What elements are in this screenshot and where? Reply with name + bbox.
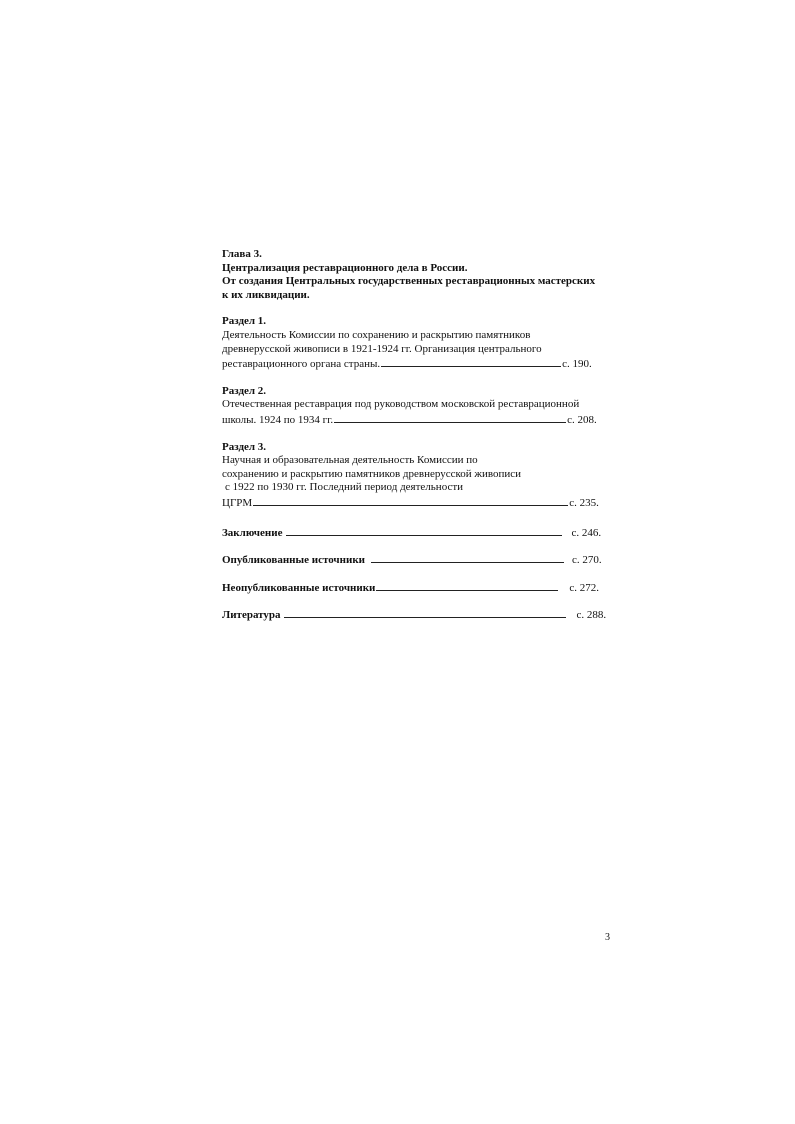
section-text-line: Научная и образовательная деятельность Комиссии по	[222, 454, 478, 467]
section-text-line: древнерусской живописи в 1921-1924 гг. Организация центрального	[222, 342, 542, 355]
section-title: Раздел 3.	[222, 440, 267, 453]
toc-entry-literature	[222, 607, 622, 623]
section-text-line: Деятельность Комиссии по сохранению и раскрытию памятников	[222, 328, 531, 341]
section-page-ref: с. 208.	[567, 413, 597, 426]
chapter-number: Глава 3.	[222, 248, 262, 260]
chapter-title: Централизация реставрационного дела в России.	[222, 261, 468, 274]
toc-section	[222, 385, 622, 428]
section-text-line: школы. 1924 по 1934 гг.	[222, 413, 334, 426]
leader-line	[253, 495, 568, 506]
section-last-line	[222, 356, 622, 372]
entry-name: Литература	[222, 609, 281, 622]
section-text-line: сохранению и раскрытию памятников древнерусской живописи	[222, 467, 522, 480]
section-text-line: реставрационного органа страны.	[222, 358, 381, 371]
toc-entry-published-sources	[222, 552, 622, 568]
leader-line	[376, 580, 558, 591]
leader-line	[286, 525, 562, 536]
toc-entry-unpublished-sources	[222, 580, 622, 596]
section-title: Раздел 1.	[222, 315, 267, 328]
section-page-ref: с. 190.	[562, 358, 592, 371]
entry-name: Опубликованные источники	[222, 554, 365, 567]
entry-page-ref: с. 288.	[576, 609, 607, 622]
leader-line	[334, 412, 566, 423]
entry-page-ref: с. 246.	[571, 526, 602, 539]
toc-section	[222, 441, 622, 511]
toc-section	[222, 315, 622, 371]
section-title: Раздел 2.	[222, 384, 267, 397]
leader-line	[371, 552, 564, 563]
section-last-line	[222, 412, 622, 428]
chapter-heading	[222, 248, 622, 302]
section-page-ref: с. 235.	[569, 496, 599, 509]
page-number: 3	[605, 932, 610, 943]
section-text-line: ЦГРМ	[222, 496, 253, 509]
entry-name: Заключение	[222, 526, 283, 539]
leader-line	[284, 607, 566, 618]
chapter-subtitle: От создания Центральных государственных реставрационных мастерских	[222, 275, 596, 288]
section-text-line: Отечественная реставрация под руководством московской реставрационной	[222, 398, 580, 411]
entry-page-ref: с. 272.	[569, 581, 600, 594]
table-of-contents	[222, 248, 622, 623]
section-text-line: с 1922 по 1930 гг. Последний период деятельности	[225, 481, 464, 494]
section-last-line	[222, 495, 622, 511]
entry-page-ref: с. 270.	[572, 554, 602, 567]
toc-entry-conclusion	[222, 525, 622, 541]
entry-name: Неопубликованные источники	[222, 581, 376, 594]
chapter-subtitle-continued: к их ликвидации.	[222, 288, 310, 301]
leader-line	[381, 356, 561, 367]
